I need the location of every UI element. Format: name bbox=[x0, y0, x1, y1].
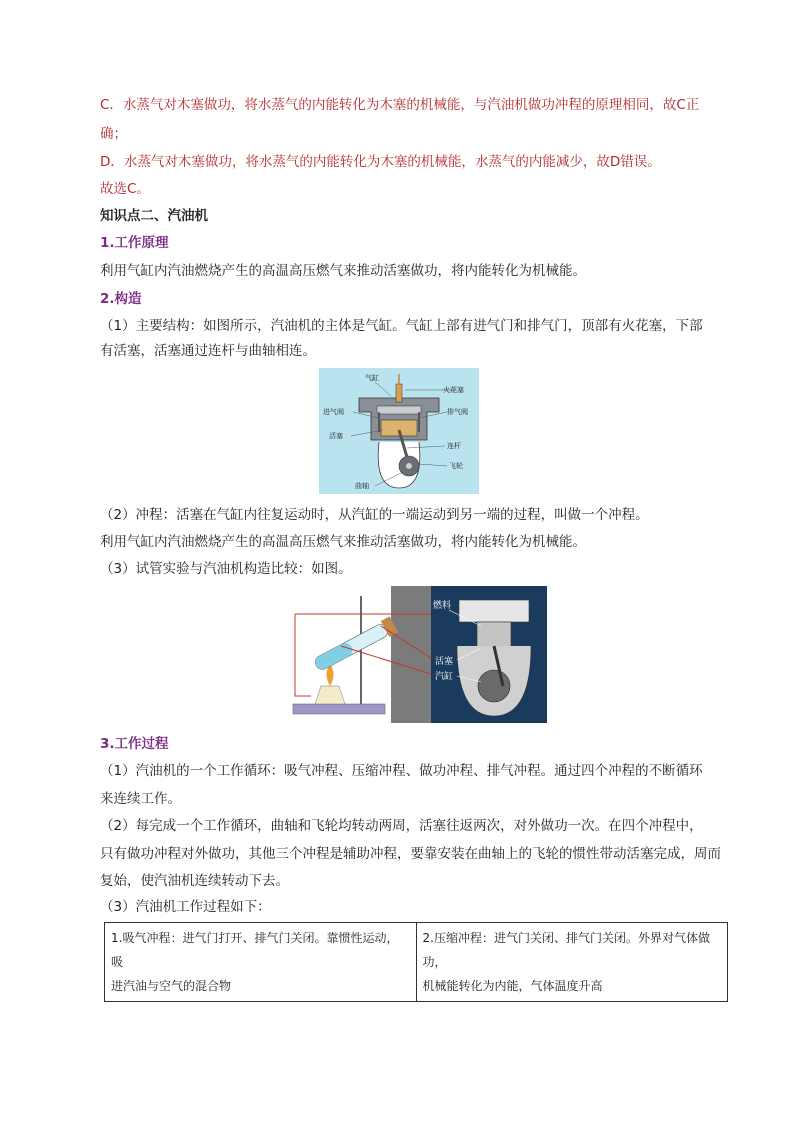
paragraph2-line2: 只有做功冲程对外做功，其他三个冲程是辅助冲程，要靠安装在曲轴上的飞轮的惯性带动活塞完成，周而 bbox=[100, 846, 721, 862]
engine-label-intake-valve: 进气阀 bbox=[323, 408, 344, 416]
engine-label-rod: 连杆 bbox=[447, 442, 461, 450]
engine-label-flywheel: 飞轮 bbox=[449, 462, 463, 470]
principle-repeat: 利用气缸内汽油燃烧产生的高温高压燃气来推动活塞做功，将内能转化为机械能。 bbox=[100, 534, 586, 550]
intake-line1: 1.吸气冲程：进气门打开、排气门关闭。靠惯性运动，吸 bbox=[111, 931, 399, 969]
paragraph2-line3: 复始，使汽油机连续转动下去。 bbox=[100, 873, 289, 889]
paragraph3: （3）汽油机工作过程如下： bbox=[100, 899, 271, 915]
paragraph2-line1: （2）每完成一个工作循环，曲轴和飞轮均转动两周，活塞往返两次，对外做功一次。在四个冲程中， bbox=[100, 818, 703, 834]
compare-text: （3）试管实验与汽油机构造比较：如图。 bbox=[100, 561, 352, 577]
engine-label-piston: 活塞 bbox=[329, 432, 343, 440]
structure-line1: （1）主要结构：如图所示，汽油机的主体是气缸。气缸上部有进气门和排气门，顶部有火花塞，下部 bbox=[100, 318, 703, 334]
cycle-line2: 来连续工作。 bbox=[100, 791, 181, 807]
engine-label-cylinder: 气缸 bbox=[365, 374, 379, 382]
table-cell-compression bbox=[416, 923, 728, 1002]
cycle-line1: （1）汽油机的一个工作循环：吸气冲程、压缩冲程、做功冲程、排气冲程。通过四个冲程的不断循环 bbox=[100, 763, 703, 779]
compare-label-cylinder: 汽缸 bbox=[435, 672, 454, 682]
heading-process: 3.工作过程 bbox=[100, 736, 169, 752]
compression-line2: 机械能转化为内能，气体温度升高 bbox=[422, 979, 603, 993]
option-c-line1: C．水蒸气对木塞做功，将水蒸气的内能转化为木塞的机械能，与汽油机做功冲程的原理相同，故C正 bbox=[100, 97, 700, 113]
table-cell-intake bbox=[105, 923, 417, 1002]
comparison-figure bbox=[281, 586, 547, 723]
principle-text: 利用气缸内汽油燃烧产生的高温高压燃气来推动活塞做功，将内能转化为机械能。 bbox=[100, 263, 586, 279]
engine-label-crankshaft: 曲轴 bbox=[355, 482, 369, 490]
structure-line2: 有活塞，活塞通过连杆与曲轴相连。 bbox=[100, 343, 316, 359]
option-c-line2: 确； bbox=[100, 126, 127, 142]
process-table bbox=[104, 922, 728, 1002]
stroke-definition: （2）冲程：活塞在气缸内往复运动时，从汽缸的一端运动到另一端的过程，叫做一个冲程。 bbox=[100, 507, 649, 523]
engine-structure-figure bbox=[319, 368, 479, 494]
table-row bbox=[105, 923, 728, 1002]
engine-label-spark-plug: 火花塞 bbox=[443, 386, 464, 394]
compare-label-piston: 活塞 bbox=[435, 657, 454, 667]
compare-label-fuel: 燃料 bbox=[433, 601, 452, 611]
section-title: 知识点二、汽油机 bbox=[100, 208, 208, 224]
option-d: D．水蒸气对木塞做功，将水蒸气的内能转化为木塞的机械能，水蒸气的内能减少，故D错误。 bbox=[100, 154, 661, 170]
compression-line1: 2.压缩冲程：进气门关闭、排气门关闭。外界对气体做功， bbox=[422, 931, 710, 969]
intake-line2: 进汽油与空气的混合物 bbox=[111, 979, 232, 993]
heading-principle: 1.工作原理 bbox=[100, 235, 169, 251]
engine-label-exhaust-valve: 排气阀 bbox=[447, 408, 468, 416]
heading-structure: 2.构造 bbox=[100, 291, 142, 307]
answer: 故选C。 bbox=[100, 181, 150, 197]
